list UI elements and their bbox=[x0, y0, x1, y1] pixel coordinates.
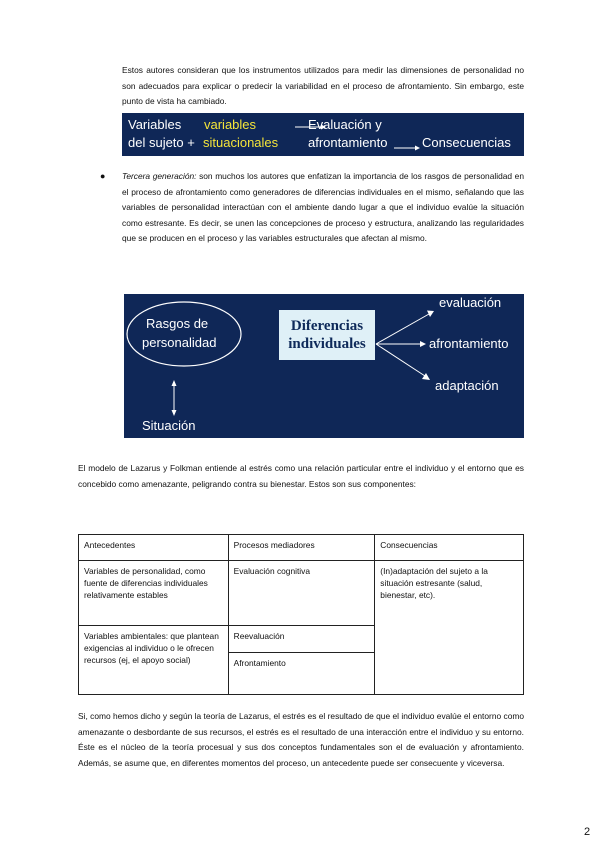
diagram-out-afrontamiento: afrontamiento bbox=[429, 336, 509, 351]
diagram-box-line2: individuales bbox=[288, 336, 366, 352]
table-cell-antecedente-2: Variables ambientales: que plantean exigencias al individuo o le ofrecen recursos (ej, el apoyo social) bbox=[79, 626, 229, 695]
bullet-dot-icon: ● bbox=[100, 171, 106, 181]
table-row bbox=[79, 561, 524, 626]
table-cell-proceso-3: Afrontamiento bbox=[228, 653, 375, 695]
bullet-lead: Tercera generación: bbox=[122, 171, 197, 181]
personality-diagram bbox=[124, 294, 524, 438]
bullet-paragraph bbox=[122, 169, 524, 247]
diagram-arrow-adaptacion-head bbox=[422, 373, 430, 380]
band-col3-line1: Evaluación y bbox=[308, 117, 382, 132]
table-header-procesos: Procesos mediadores bbox=[228, 535, 375, 561]
band-col1-line2: del sujeto + bbox=[128, 135, 195, 150]
table-cell-proceso-2: Reevaluación bbox=[228, 626, 375, 653]
diagram-arrow-evaluacion-head bbox=[427, 311, 434, 318]
diagram-arrow-down-head bbox=[172, 410, 177, 416]
diagram-oval bbox=[127, 302, 241, 366]
diagram-out-adaptacion: adaptación bbox=[435, 378, 499, 393]
bullet-text: son muchos los autores que enfatizan la importancia de los rasgos de personalidad en el proceso de afrontamiento como generadores de diferencias individuales en el mismo, señalando que las variables de personalidad interactúan con el ambiente dando lugar a que el individuo evalúe la situación como estresante. Es decir, se unen las concepciones de proceso y estructura, analizando las regularidades que se producen en el proceso y las variables estructurales que afectan al mismo. bbox=[122, 171, 524, 244]
band-col3-line2: afrontamiento bbox=[308, 135, 388, 150]
band-col2-line2: situacionales bbox=[203, 135, 279, 150]
diagram-arrow-up-head bbox=[172, 380, 177, 386]
table-cell-consecuencias: (In)adaptación del sujeto a la situación estresante (salud, bienestar, etc). bbox=[375, 561, 524, 695]
band-arrow-2-head bbox=[415, 146, 420, 151]
diagram-center-box bbox=[279, 310, 375, 360]
band-col2-line1: variables bbox=[204, 117, 257, 132]
table-cell-antecedente-1: Variables de personalidad, como fuente de diferencias individuales relativamente estables bbox=[79, 561, 229, 626]
table-header-row bbox=[79, 535, 524, 561]
table-header-consecuencias: Consecuencias bbox=[375, 535, 524, 561]
model-paragraph: El modelo de Lazarus y Folkman entiende al estrés como una relación particular entre el individuo y el entorno que es concebido como amenazante, peligrando contra su bienestar. Estos son sus componentes: bbox=[78, 463, 524, 489]
diagram-box-line1: Diferencias bbox=[290, 318, 364, 334]
intro-paragraph: Estos autores consideran que los instrumentos utilizados para medir las dimensiones de personalidad no son adecuados para explicar o predecir la variabilidad en el proceso de afrontamiento. Sin embargo, este punto de vista ha cambiado. bbox=[122, 65, 524, 107]
components-table bbox=[78, 534, 524, 695]
band-col1-line1: Variables bbox=[128, 117, 182, 132]
diagram-oval-line1: Rasgos de bbox=[146, 316, 209, 331]
table-header-antecedentes: Antecedentes bbox=[79, 535, 229, 561]
model-band bbox=[122, 113, 524, 156]
closing-paragraph: Si, como hemos dicho y según la teoría de Lazarus, el estrés es el resultado de que el individuo evalúe el entorno como amenazante o desbordante de sus recursos, el estrés es el resultado de una interacción entre el individuo y su entorno. Éste es el núcleo de la teoría procesual y sus dos conceptos fundamentales son el de evaluación y afrontamiento. Además, se asume que, en diferentes momentos del proceso, un antecedente puede ser consecuente y viceversa. bbox=[78, 711, 524, 768]
diagram-out-evaluacion: evaluación bbox=[439, 295, 502, 310]
diagram-arrow-adaptacion bbox=[376, 344, 425, 376]
diagram-bottom-situacion: Situación bbox=[142, 418, 196, 433]
diagram-oval-line2: personalidad bbox=[142, 335, 217, 350]
band-col4: Consecuencias bbox=[422, 135, 511, 150]
page-number: 2 bbox=[584, 826, 591, 838]
diagram-arrow-evaluacion bbox=[376, 314, 429, 344]
diagram-arrow-afrontamiento-head bbox=[420, 341, 426, 347]
table-cell-proceso-1: Evaluación cognitiva bbox=[228, 561, 375, 626]
